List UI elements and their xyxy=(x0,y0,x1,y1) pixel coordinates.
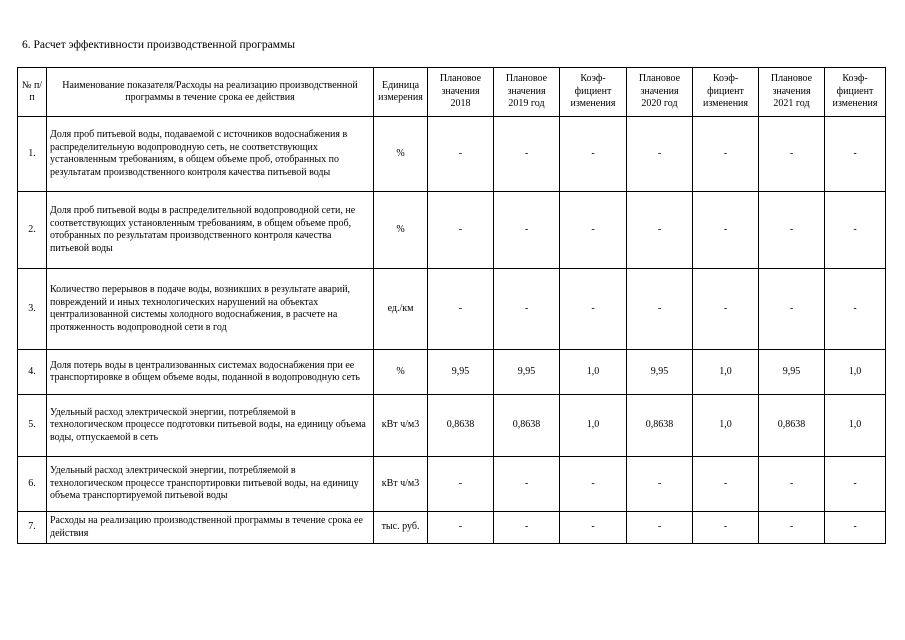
cell-plan-2018: - xyxy=(428,192,494,269)
cell-plan-2021: - xyxy=(759,269,825,350)
cell-coef-2020: - xyxy=(693,269,759,350)
header-coef-2019: Коэф-фициент изменения xyxy=(560,68,627,117)
row-number: 2. xyxy=(18,192,47,269)
row-unit: % xyxy=(374,192,428,269)
cell-coef-2019: 1,0 xyxy=(560,350,627,395)
cell-coef-2019: - xyxy=(560,457,627,512)
row-unit: кВт ч/м3 xyxy=(374,457,428,512)
table-row xyxy=(18,269,886,350)
row-unit: % xyxy=(374,350,428,395)
cell-coef-2021: - xyxy=(825,512,886,544)
cell-coef-2020: 1,0 xyxy=(693,395,759,457)
header-plan-2019: Плановое значения 2019 год xyxy=(494,68,560,117)
cell-plan-2018: - xyxy=(428,269,494,350)
cell-coef-2019: - xyxy=(560,192,627,269)
row-indicator-name: Количество перерывов в подаче воды, возникших в результате аварий, повреждений и иных технологических нарушений на объектах централизованной системы холодного водоснабжения, в расчете на протяженность водопроводной сети в год xyxy=(47,269,374,350)
table-row xyxy=(18,350,886,395)
cell-plan-2021: - xyxy=(759,512,825,544)
cell-coef-2021: - xyxy=(825,457,886,512)
cell-plan-2020: - xyxy=(627,512,693,544)
table-row xyxy=(18,512,886,544)
cell-plan-2019: - xyxy=(494,457,560,512)
header-plan-2021: Плановое значения 2021 год xyxy=(759,68,825,117)
row-number: 7. xyxy=(18,512,47,544)
cell-plan-2018: - xyxy=(428,117,494,192)
cell-coef-2019: 1,0 xyxy=(560,395,627,457)
cell-plan-2019: - xyxy=(494,117,560,192)
row-unit: ед./км xyxy=(374,269,428,350)
cell-plan-2018: - xyxy=(428,457,494,512)
row-number: 4. xyxy=(18,350,47,395)
cell-coef-2020: - xyxy=(693,192,759,269)
cell-coef-2019: - xyxy=(560,117,627,192)
row-number: 6. xyxy=(18,457,47,512)
row-unit: кВт ч/м3 xyxy=(374,395,428,457)
table-row xyxy=(18,192,886,269)
row-indicator-name: Доля потерь воды в централизованных системах водоснабжения при ее транспортировке в общем объеме воды, поданной в водопроводную сеть xyxy=(47,350,374,395)
cell-coef-2019: - xyxy=(560,512,627,544)
cell-plan-2021: - xyxy=(759,117,825,192)
row-indicator-name: Доля проб питьевой воды в распределительной водопроводной сети, не соответствующих установленным требованиям, в общем объеме проб, отобранных по результатам производственного контроля качества питьевой воды xyxy=(47,192,374,269)
cell-coef-2020: - xyxy=(693,512,759,544)
cell-plan-2018: 0,8638 xyxy=(428,395,494,457)
efficiency-table xyxy=(17,67,886,544)
cell-plan-2021: 0,8638 xyxy=(759,395,825,457)
row-number: 1. xyxy=(18,117,47,192)
header-coef-2020: Коэф-фициент изменения xyxy=(693,68,759,117)
cell-plan-2018: 9,95 xyxy=(428,350,494,395)
cell-coef-2020: 1,0 xyxy=(693,350,759,395)
cell-plan-2021: - xyxy=(759,192,825,269)
cell-plan-2019: - xyxy=(494,512,560,544)
cell-coef-2020: - xyxy=(693,457,759,512)
cell-plan-2021: - xyxy=(759,457,825,512)
header-plan-2018: Плановое значения 2018 xyxy=(428,68,494,117)
row-number: 5. xyxy=(18,395,47,457)
section-title: 6. Расчет эффективности производственной программы xyxy=(22,39,296,51)
table-row xyxy=(18,117,886,192)
table-row xyxy=(18,395,886,457)
table-header-row xyxy=(18,68,886,117)
header-coef-2021: Коэф-фициент изменения xyxy=(825,68,886,117)
cell-coef-2019: - xyxy=(560,269,627,350)
cell-plan-2019: 9,95 xyxy=(494,350,560,395)
row-indicator-name: Доля проб питьевой воды, подаваемой с источников водоснабжения в распределительную водопроводную сеть, не соответствующих установленным требованиям, в общем объеме проб, отобранных по результатам производственного контроля качества питьевой воды xyxy=(47,117,374,192)
cell-plan-2020: - xyxy=(627,117,693,192)
header-unit: Единица измерения xyxy=(374,68,428,117)
row-number: 3. xyxy=(18,269,47,350)
table-row xyxy=(18,457,886,512)
row-unit: тыс. руб. xyxy=(374,512,428,544)
cell-plan-2020: - xyxy=(627,192,693,269)
cell-plan-2018: - xyxy=(428,512,494,544)
cell-plan-2020: 0,8638 xyxy=(627,395,693,457)
cell-plan-2019: - xyxy=(494,192,560,269)
header-num: № п/п xyxy=(18,68,47,117)
cell-coef-2021: - xyxy=(825,117,886,192)
row-unit: % xyxy=(374,117,428,192)
row-indicator-name: Удельный расход электрической энергии, потребляемой в технологическом процессе транспортировки питьевой воды, на единицу объема транспортируемой питьевой воды xyxy=(47,457,374,512)
header-plan-2020: Плановое значения 2020 год xyxy=(627,68,693,117)
cell-coef-2021: 1,0 xyxy=(825,395,886,457)
cell-plan-2020: - xyxy=(627,457,693,512)
row-indicator-name: Удельный расход электрической энергии, потребляемой в технологическом процессе подготовки питьевой воды, на единицу объема воды, отпускаемой в сеть xyxy=(47,395,374,457)
cell-plan-2021: 9,95 xyxy=(759,350,825,395)
cell-coef-2021: 1,0 xyxy=(825,350,886,395)
header-name: Наименование показателя/Расходы на реализацию производственной программы в течение срока ее действия xyxy=(47,68,374,117)
cell-plan-2019: 0,8638 xyxy=(494,395,560,457)
cell-coef-2021: - xyxy=(825,192,886,269)
row-indicator-name: Расходы на реализацию производственной программы в течение срока ее действия xyxy=(47,512,374,544)
cell-coef-2020: - xyxy=(693,117,759,192)
cell-coef-2021: - xyxy=(825,269,886,350)
cell-plan-2020: - xyxy=(627,269,693,350)
cell-plan-2019: - xyxy=(494,269,560,350)
cell-plan-2020: 9,95 xyxy=(627,350,693,395)
